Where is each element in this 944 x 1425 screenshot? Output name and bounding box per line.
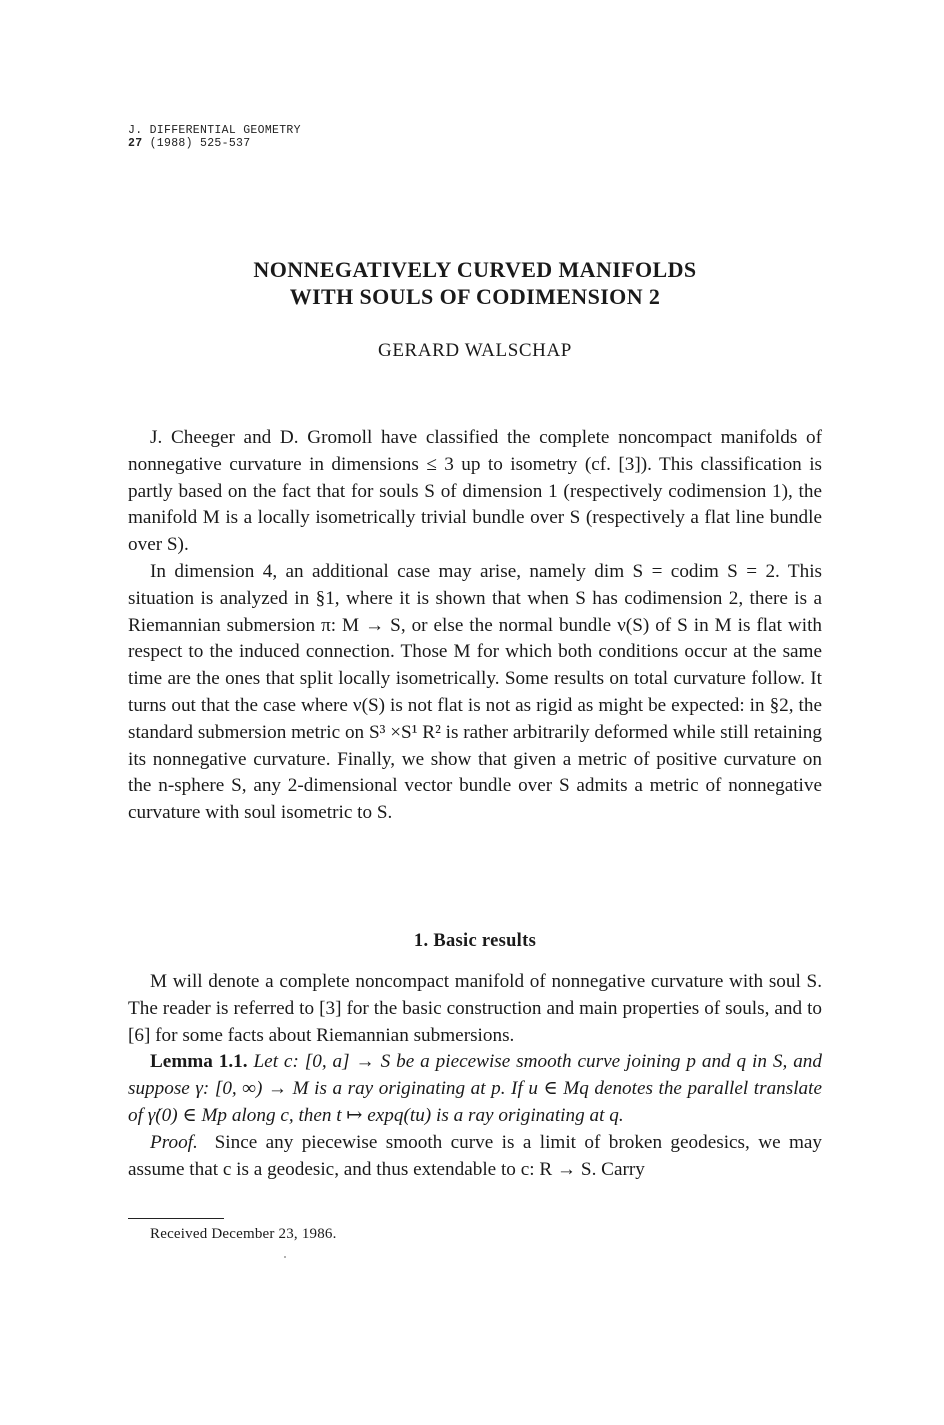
- title-line-2: WITH SOULS OF CODIMENSION 2: [289, 284, 661, 309]
- volume-number: 27: [128, 137, 143, 150]
- scan-speck: [284, 1256, 286, 1258]
- lemma-statement: Let c: [0, a] → S be a piecewise smooth curve joining p and q in S, and suppose γ: [0, ∞) → M is a ray originating at p. If u ∈ Mq denotes the parallel translate of γ̇(0) ∈ Mp along c, then t ↦ expq(tu) is a ray originating at q.: [128, 1051, 822, 1126]
- proof-text: Since any piecewise smooth curve is a limit of broken geodesics, we may assume that c is a geodesic, and thus extendable to c: R → S. Carry: [128, 1131, 823, 1180]
- journal-name: J. DIFFERENTIAL GEOMETRY: [128, 124, 301, 137]
- title-line-1: NONNEGATIVELY CURVED MANIFOLDS: [253, 257, 697, 282]
- intro-paragraph-1: J. Cheeger and D. Gromoll have classified the complete noncompact manifolds of nonnegative curvature in dimensions ≤ 3 up to isometry (cf. [3]). This classification is partly based on the fact that for souls S of dimension 1 (respectively codimension 1), the manifold M is a locally isometrically trivial bundle over S (respectively a flat line bundle over S).: [128, 427, 822, 556]
- paper-title: [128, 256, 822, 310]
- lemma-label: Lemma 1.1.: [150, 1051, 248, 1073]
- proof-paragraph: [128, 1130, 822, 1184]
- volume-info: [128, 137, 301, 150]
- journal-header: [128, 124, 301, 150]
- proof-label: Proof.: [150, 1131, 198, 1153]
- footnote-divider: [128, 1218, 224, 1219]
- lemma-paragraph: [128, 1049, 822, 1129]
- section-paragraph-1: M will denote a complete noncompact manifold of nonnegative curvature with soul S. The reader is referred to [3] for the basic construction and main properties of souls, and to [6] for some facts about Riemannian submersions.: [128, 971, 822, 1046]
- intro-paragraph-2: In dimension 4, an additional case may arise, namely dim S = codim S = 2. This situation is analyzed in §1, where it is shown that when S has codimension 2, there is a Riemannian submersion π: M → S, or else the normal bundle ν(S) of S in M is flat with respect to the induced connection. Those M for which both conditions occur at the same time are the ones that split locally isometrically. Some results on total curvature follow. It turns out that the case where ν(S) is not flat is not as rigid as might be expected: in §2, the standard submersion metric on S³ ×S¹ R² is rather arbitrarily deformed while still retaining its nonnegative curvature. Finally, we show that given a metric of positive curvature on the n-sphere S, any 2-dimensional vector bundle over S admits a metric of nonnegative curvature with soul isometric to S.: [128, 560, 822, 824]
- received-footnote: Received December 23, 1986.: [150, 1226, 337, 1242]
- year-pages: (1988) 525-537: [142, 137, 251, 150]
- section-heading: 1. Basic results: [413, 931, 537, 951]
- section-body: [128, 969, 822, 1183]
- introduction: [128, 425, 822, 827]
- author-name: GERARD WALSCHAP: [378, 340, 572, 361]
